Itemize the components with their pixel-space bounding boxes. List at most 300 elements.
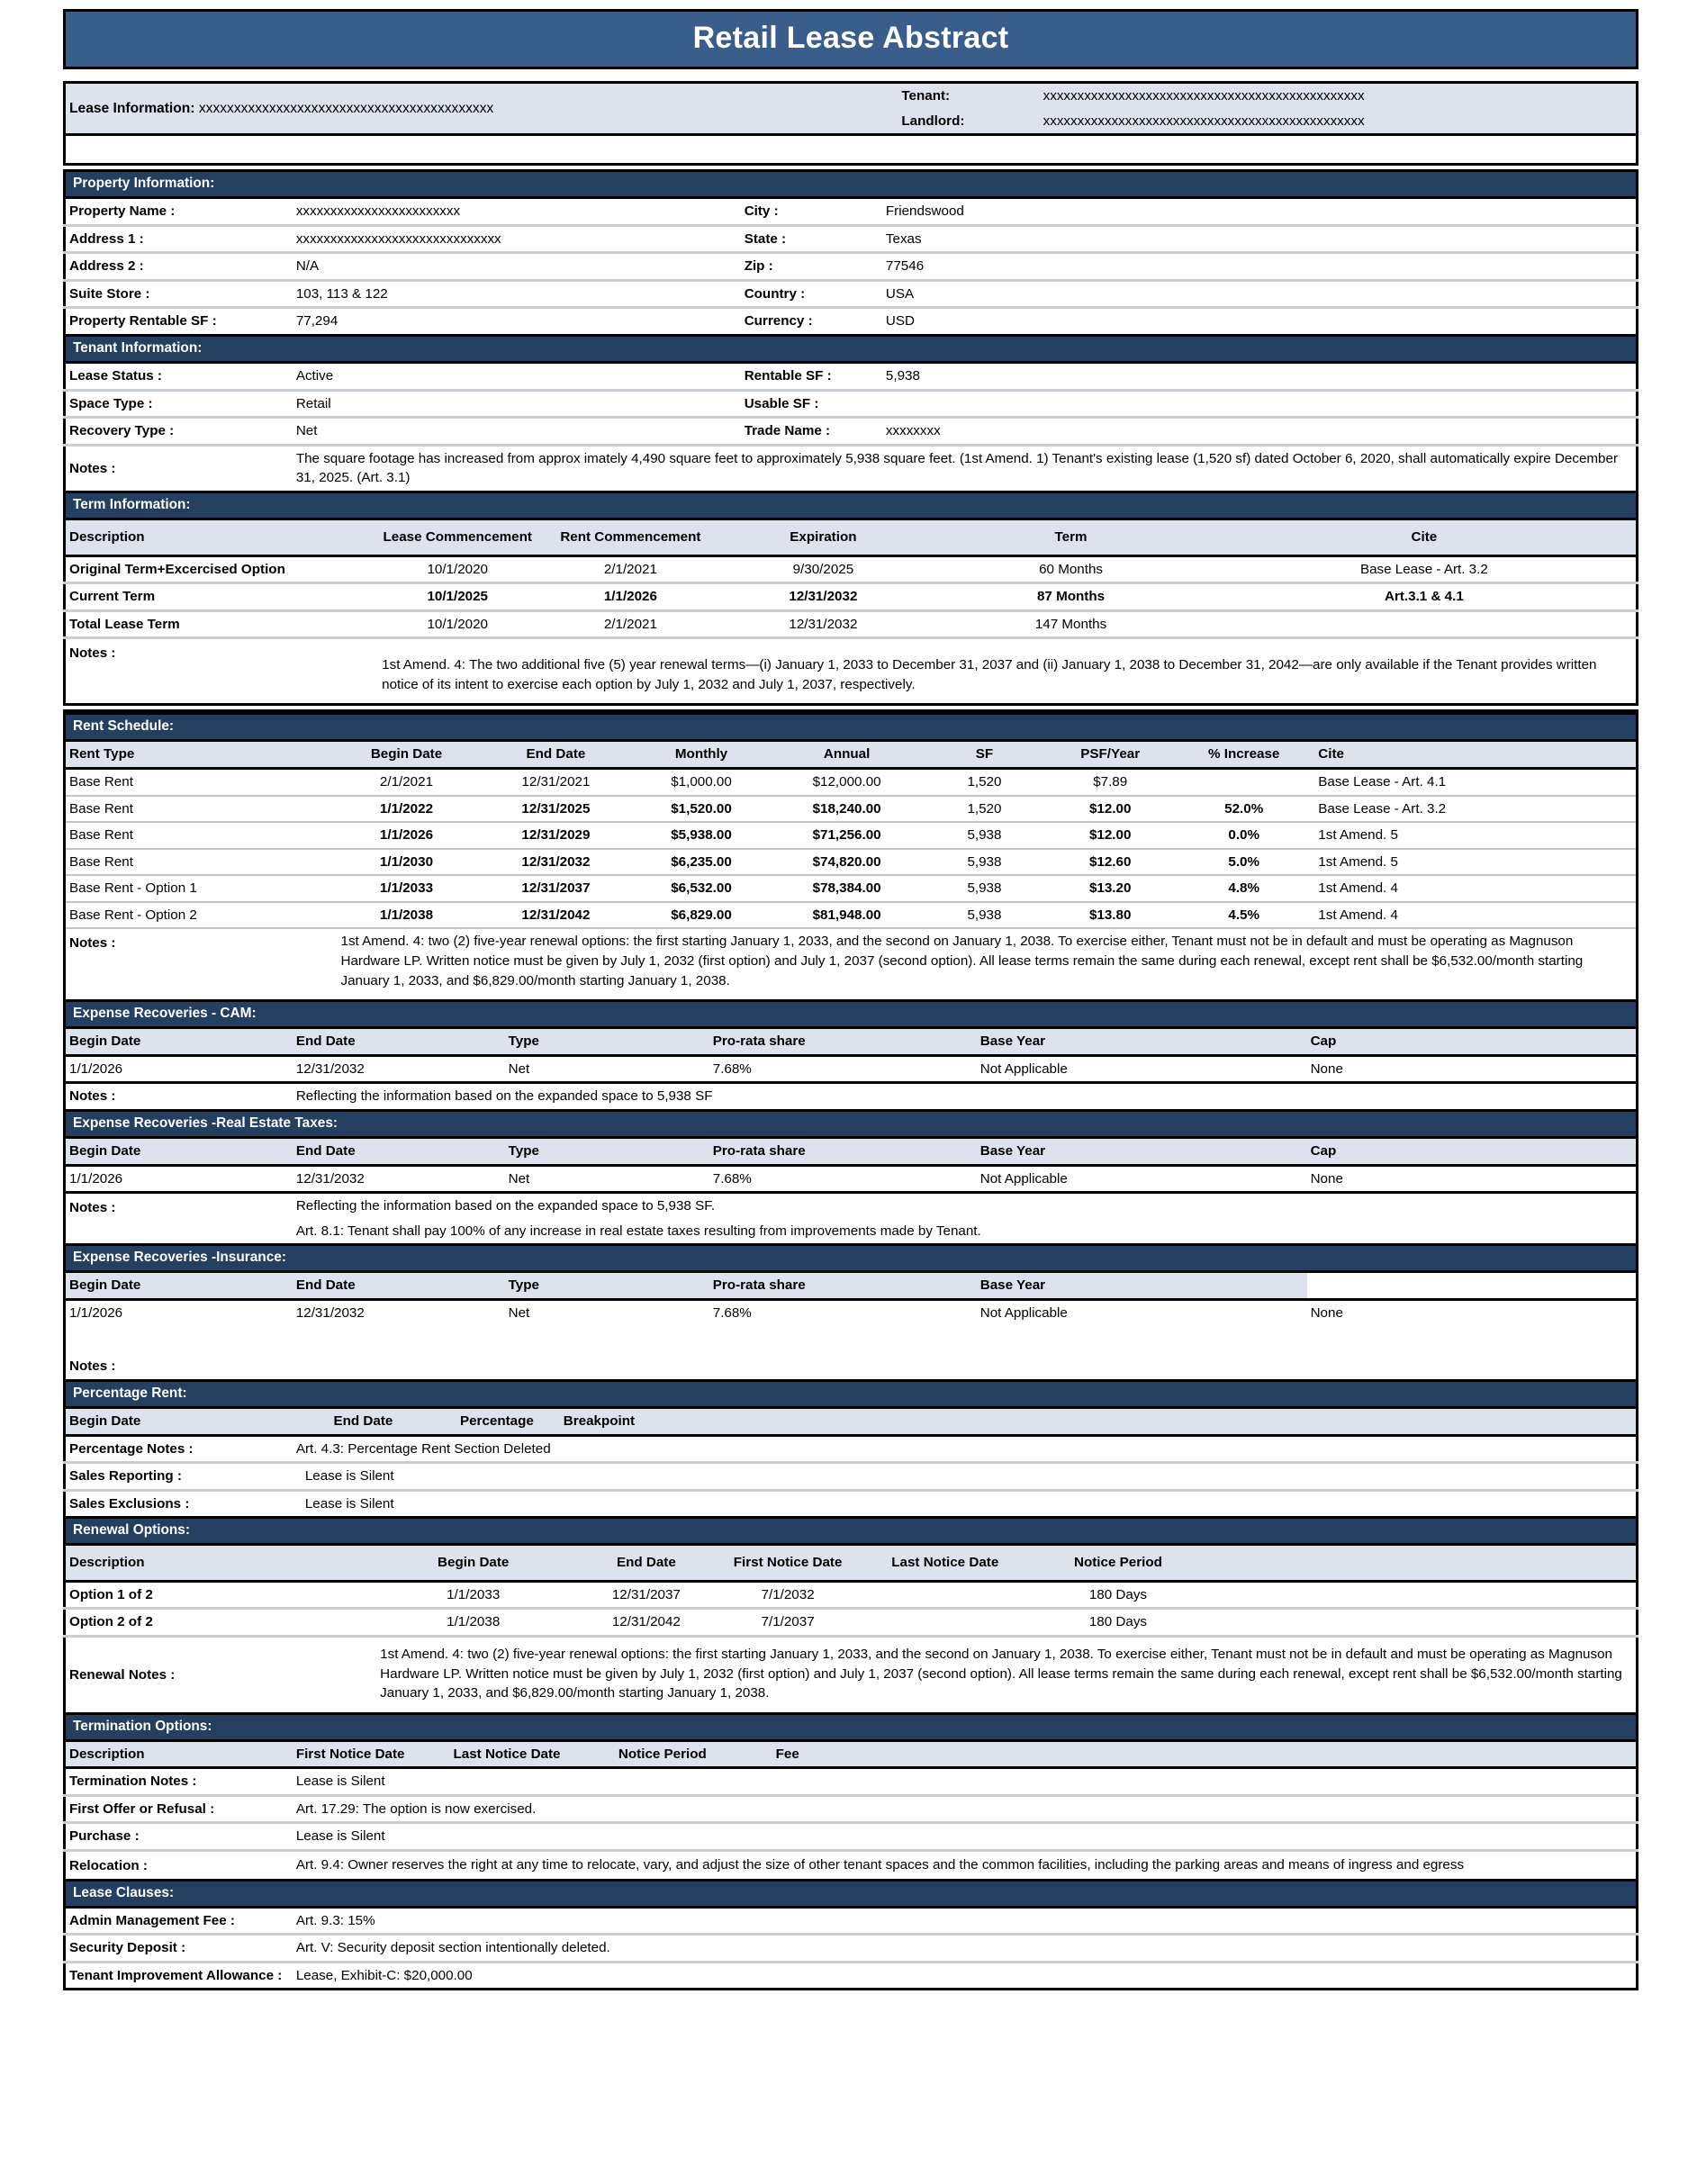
table-row xyxy=(65,1165,1638,1193)
trade-name-label: Trade Name : xyxy=(741,418,882,446)
term-col-term: Term xyxy=(929,520,1212,555)
currency-value: USD xyxy=(885,313,915,329)
cam-col-pro-rata: Pro-rata share xyxy=(709,1029,977,1055)
first-offer-refusal-value: Art. 17.29: The option is now exercised. xyxy=(293,1795,1638,1823)
property-information-title: Property Information: xyxy=(66,169,1636,199)
termination-options-band xyxy=(63,1715,1638,1742)
rent-schedule-table xyxy=(63,742,1638,1002)
rent-row-end-date: 12/31/2037 xyxy=(481,875,630,902)
term-information-band xyxy=(63,493,1638,520)
table-row xyxy=(65,1299,1638,1325)
percentage-notes-label: Percentage Notes : xyxy=(65,1435,293,1463)
term-opt-col-notice-period: Notice Period xyxy=(615,1742,772,1768)
suite-store-label: Suite Store : xyxy=(65,280,293,308)
sales-reporting-value: Lease is Silent xyxy=(293,1463,1638,1491)
rent-row-end-date: 12/31/2032 xyxy=(481,849,630,876)
tenant-notes-label: Notes : xyxy=(69,460,116,476)
landlord-label: Landlord: xyxy=(901,113,965,129)
expense-cam-title: Expense Recoveries - CAM: xyxy=(66,1002,1636,1029)
rent-row-psf-year: $13.20 xyxy=(1047,875,1173,902)
term-row-term: 60 Months xyxy=(929,555,1212,583)
rent-col-begin-date: Begin Date xyxy=(332,742,482,768)
table-row xyxy=(65,1768,1638,1796)
renewal-options-band xyxy=(63,1519,1638,1546)
tenant-notes-row xyxy=(65,445,1638,492)
tenant-information-table xyxy=(63,364,1638,493)
rent-row-cite: Base Lease - Art. 3.2 xyxy=(1314,796,1637,823)
rent-row-sf: 5,938 xyxy=(922,902,1048,929)
renewal-row-end-date: 12/31/2042 xyxy=(575,1609,717,1637)
relocation-value: Art. 9.4: Owner reserves the right at any time to relocate, vary, and adjust the size of other tenant spaces and the common facilities, including the parking areas and means of ingress and egress xyxy=(295,1857,1465,1873)
lease-info-header xyxy=(63,81,1638,136)
taxes-begin-date: 1/1/2026 xyxy=(69,1170,123,1187)
expense-cam-band xyxy=(63,1002,1638,1029)
first-offer-refusal-label: First Offer or Refusal : xyxy=(65,1795,293,1823)
taxes-col-cap: Cap xyxy=(1307,1139,1638,1165)
rent-row-begin-date: 1/1/2038 xyxy=(332,902,482,929)
landlord-value: xxxxxxxxxxxxxxxxxxxxxxxxxxxxxxxxxxxxxxxxxxxxxxx xyxy=(1043,113,1365,129)
rent-col-pct-increase: % Increase xyxy=(1173,742,1314,768)
expense-cam-table xyxy=(63,1029,1638,1112)
rent-row-type: Base Rent xyxy=(65,822,332,849)
table-row xyxy=(65,849,1638,876)
rent-notes-row xyxy=(65,928,1638,1000)
rent-col-annual: Annual xyxy=(772,742,922,768)
lease-status-value: Active xyxy=(293,364,741,390)
tenant-notes-value: The square footage has increased from approx imately 4,490 square feet to approximately 5,938 square feet. (1st Amend. 1) Tenant's existing lease (1,520 sf) dated October 6, 2020, shall automatically expire December 31, 2025. (Art. 3.1) xyxy=(295,450,1619,486)
rent-row-psf-year: $7.89 xyxy=(1047,768,1173,795)
taxes-cap: None xyxy=(1310,1170,1343,1187)
cam-base-year: Not Applicable xyxy=(979,1060,1068,1077)
renewal-col-begin-date: Begin Date xyxy=(371,1546,575,1581)
renewal-row-last-notice xyxy=(859,1581,1032,1609)
term-row-description: Original Term+Excercised Option xyxy=(65,555,372,583)
taxes-type: Net xyxy=(508,1170,530,1187)
table-row xyxy=(65,1609,1638,1637)
renewal-row-notice-period: 180 Days xyxy=(1032,1581,1205,1609)
taxes-notes-cell xyxy=(293,1193,1638,1245)
insurance-notes-row xyxy=(65,1354,1638,1380)
insurance-col-pro-rata: Pro-rata share xyxy=(709,1273,977,1299)
expense-insurance-band xyxy=(63,1246,1638,1273)
cam-notes-value: Reflecting the information based on the expanded space to 5,938 SF xyxy=(295,1088,713,1105)
term-col-lease-commencement: Lease Commencement xyxy=(371,520,544,555)
rent-row-annual: $81,948.00 xyxy=(772,902,922,929)
renewal-columns-row xyxy=(65,1546,1638,1581)
tenant-information-title: Tenant Information: xyxy=(66,337,1636,364)
term-row-cite: Art.3.1 & 4.1 xyxy=(1213,583,1638,611)
lease-clauses-table xyxy=(63,1909,1638,1991)
term-row-rent-commencement: 2/1/2021 xyxy=(544,610,717,638)
rent-row-end-date: 12/31/2021 xyxy=(481,768,630,795)
term-notes-value: 1st Amend. 4: The two additional five (5) year renewal terms—(i) January 1, 2033 to December 31, 2037 and (ii) January 1, 2038 to December 31, 2042—are only available if the Tenant provides written notice of its intent to exercise each option by July 1, 2032 and July 1, 2037, respectively. xyxy=(382,657,1597,692)
cam-end-date: 12/31/2032 xyxy=(295,1060,365,1077)
rent-row-cite: 1st Amend. 5 xyxy=(1314,822,1637,849)
taxes-col-end-date: End Date xyxy=(293,1139,505,1165)
percentage-notes-value: Art. 4.3: Percentage Rent Section Deleted xyxy=(293,1435,1638,1463)
rent-schedule-band xyxy=(63,709,1638,742)
renewal-row-blank xyxy=(1205,1581,1637,1609)
insurance-col-type: Type xyxy=(505,1273,709,1299)
tenant-information-band xyxy=(63,337,1638,364)
renewal-notes-row xyxy=(65,1637,1638,1714)
rent-row-cite: Base Lease - Art. 4.1 xyxy=(1314,768,1637,795)
insurance-end-date: 12/31/2032 xyxy=(295,1304,365,1321)
table-row xyxy=(65,902,1638,929)
zip-label: Zip : xyxy=(741,253,882,281)
table-row xyxy=(65,225,1638,253)
page-title: Retail Lease Abstract xyxy=(63,9,1638,69)
admin-management-fee-value: Art. 9.3: 15% xyxy=(293,1909,1638,1935)
address2-label: Address 2 : xyxy=(65,253,293,281)
rent-row-monthly: $6,532.00 xyxy=(630,875,772,902)
rent-row-annual: $74,820.00 xyxy=(772,849,922,876)
table-row xyxy=(65,1935,1638,1963)
rent-col-cite: Cite xyxy=(1314,742,1637,768)
table-row xyxy=(65,796,1638,823)
purchase-label: Purchase : xyxy=(65,1823,293,1851)
space-type-label: Space Type : xyxy=(65,390,293,418)
property-name-label: Property Name : xyxy=(65,199,293,225)
currency-label: Currency : xyxy=(744,313,813,329)
term-information-title: Term Information: xyxy=(66,493,1636,520)
renewal-notes-label: Renewal Notes : xyxy=(69,1666,176,1683)
renewal-row-description: Option 2 of 2 xyxy=(65,1609,372,1637)
table-row xyxy=(65,1909,1638,1935)
table-row xyxy=(65,822,1638,849)
insurance-pro-rata: 7.68% xyxy=(712,1304,752,1321)
renewal-row-end-date: 12/31/2037 xyxy=(575,1581,717,1609)
insurance-col-end-date: End Date xyxy=(293,1273,505,1299)
expense-insurance-title: Expense Recoveries -Insurance: xyxy=(66,1246,1636,1273)
zip-value: 77546 xyxy=(882,253,1638,281)
state-value: Texas xyxy=(882,225,1638,253)
pct-col-end-date: End Date xyxy=(293,1409,434,1435)
renewal-col-notice-period: Notice Period xyxy=(1032,1546,1205,1581)
sales-exclusions-value: Lease is Silent xyxy=(304,1495,394,1512)
rent-row-cite: 1st Amend. 4 xyxy=(1314,875,1637,902)
table-row xyxy=(65,1435,1638,1463)
property-name-value: xxxxxxxxxxxxxxxxxxxxxxxx xyxy=(293,199,741,225)
rent-row-begin-date: 1/1/2030 xyxy=(332,849,482,876)
rent-row-sf: 1,520 xyxy=(922,768,1048,795)
rent-row-annual: $12,000.00 xyxy=(772,768,922,795)
taxes-notes-line2: Art. 8.1: Tenant shall pay 100% of any increase in real estate taxes resulting from improvements made by Tenant. xyxy=(295,1223,981,1239)
renewal-notes-value: 1st Amend. 4: two (2) five-year renewal options: the first starting January 1, 2033, and the second on January 1, 2038. To exercise either, Tenant must not be in default and must be operating as Magnuson Hardware LP. Written notice must be given by July 1, 2032 (first option) and July 1, 2037 (second option). All lease terms remain the same during each renewal, except rent shall be $6,532.00/month starting January 1, 2033, and $6,829.00/month starting January 1, 2038. xyxy=(380,1647,1622,1701)
renewal-col-description: Description xyxy=(65,1546,372,1581)
table-row xyxy=(65,1581,1638,1609)
security-deposit-label: Security Deposit : xyxy=(65,1935,293,1963)
table-row xyxy=(65,1795,1638,1823)
lease-info-row xyxy=(65,83,1638,109)
insurance-notes-value xyxy=(293,1354,1638,1380)
expense-taxes-band xyxy=(63,1112,1638,1139)
taxes-notes-row xyxy=(65,1193,1638,1245)
suite-store-value: 103, 113 & 122 xyxy=(293,280,741,308)
termination-columns-row xyxy=(65,1742,1638,1768)
expense-cam-columns-row xyxy=(65,1029,1638,1055)
table-row xyxy=(65,1490,1638,1518)
expense-taxes-columns-row xyxy=(65,1139,1638,1165)
term-row-expiration: 9/30/2025 xyxy=(717,555,929,583)
tenant-improvement-allowance-label: Tenant Improvement Allowance : xyxy=(69,1967,283,1983)
lease-information-cell xyxy=(65,83,898,135)
term-row-cite: Base Lease - Art. 3.2 xyxy=(1213,555,1638,583)
recovery-type-value: Net xyxy=(293,418,741,446)
term-opt-col-fee: Fee xyxy=(772,1742,898,1768)
table-row xyxy=(65,583,1638,611)
percentage-rent-table xyxy=(63,1409,1638,1519)
term-opt-col-last-notice-date: Last Notice Date xyxy=(450,1742,615,1768)
table-row xyxy=(65,199,1638,225)
rent-row-sf: 5,938 xyxy=(922,849,1048,876)
expense-taxes-table xyxy=(63,1139,1638,1246)
term-row-term: 87 Months xyxy=(929,583,1212,611)
sales-reporting-label: Sales Reporting : xyxy=(65,1463,293,1491)
renewal-row-blank xyxy=(1205,1609,1637,1637)
renewal-options-title: Renewal Options: xyxy=(66,1519,1636,1546)
expense-taxes-title: Expense Recoveries -Real Estate Taxes: xyxy=(66,1112,1636,1139)
term-col-cite: Cite xyxy=(1213,520,1638,555)
term-row-lease-commencement: 10/1/2020 xyxy=(371,610,544,638)
rent-row-monthly: $6,829.00 xyxy=(630,902,772,929)
table-row xyxy=(65,390,1638,418)
table-row xyxy=(65,308,1638,336)
property-rentable-sf-value: 77,294 xyxy=(295,313,339,329)
rent-schedule-title: Rent Schedule: xyxy=(66,712,1636,742)
cam-pro-rata: 7.68% xyxy=(712,1060,752,1077)
cam-begin-date: 1/1/2026 xyxy=(69,1060,123,1077)
cam-type: Net xyxy=(508,1060,530,1077)
rent-row-begin-date: 1/1/2033 xyxy=(332,875,482,902)
term-opt-col-first-notice-date: First Notice Date xyxy=(293,1742,450,1768)
insurance-cap: None xyxy=(1310,1304,1343,1321)
rent-row-annual: $18,240.00 xyxy=(772,796,922,823)
space-type-value: Retail xyxy=(293,390,741,418)
term-row-rent-commencement: 1/1/2026 xyxy=(544,583,717,611)
term-row-rent-commencement: 2/1/2021 xyxy=(544,555,717,583)
relocation-label: Relocation : xyxy=(69,1858,148,1874)
term-notes-row xyxy=(65,638,1638,705)
address1-label: Address 1 : xyxy=(65,225,293,253)
cam-col-end-date: End Date xyxy=(293,1029,505,1055)
term-col-rent-commencement: Rent Commencement xyxy=(544,520,717,555)
rent-row-type: Base Rent xyxy=(65,768,332,795)
rentable-sf-label: Rentable SF : xyxy=(741,364,882,390)
rent-col-type: Rent Type xyxy=(65,742,332,768)
percentage-rent-columns-row xyxy=(65,1409,1638,1435)
lease-information-value: xxxxxxxxxxxxxxxxxxxxxxxxxxxxxxxxxxxxxxxxxx xyxy=(198,100,494,116)
term-row-description: Total Lease Term xyxy=(65,610,372,638)
rent-col-psf-year: PSF/Year xyxy=(1047,742,1173,768)
rent-row-cite: 1st Amend. 5 xyxy=(1314,849,1637,876)
term-opt-col-description: Description xyxy=(65,1742,293,1768)
renewal-col-first-notice-date: First Notice Date xyxy=(717,1546,858,1581)
rent-row-pct-increase: 0.0% xyxy=(1173,822,1314,849)
renewal-row-begin-date: 1/1/2038 xyxy=(371,1609,575,1637)
rent-row-pct-increase: 4.5% xyxy=(1173,902,1314,929)
rent-row-end-date: 12/31/2029 xyxy=(481,822,630,849)
renewal-row-notice-period: 180 Days xyxy=(1032,1609,1205,1637)
table-row xyxy=(65,1823,1638,1851)
table-row xyxy=(65,555,1638,583)
pct-col-blank xyxy=(686,1409,1638,1435)
taxes-end-date: 12/31/2032 xyxy=(295,1170,365,1187)
lease-status-label: Lease Status : xyxy=(65,364,293,390)
rent-row-psf-year: $12.00 xyxy=(1047,822,1173,849)
rent-row-pct-increase: 5.0% xyxy=(1173,849,1314,876)
taxes-col-base-year: Base Year xyxy=(977,1139,1307,1165)
insurance-col-base-year: Base Year xyxy=(977,1273,1307,1299)
insurance-blank-row xyxy=(65,1325,1638,1354)
expense-insurance-table xyxy=(63,1273,1638,1382)
security-deposit-value: Art. V: Security deposit section intentionally deleted. xyxy=(293,1935,1638,1963)
rent-row-end-date: 12/31/2042 xyxy=(481,902,630,929)
usable-sf-value xyxy=(882,390,1638,418)
table-row xyxy=(65,364,1638,390)
pct-col-begin-date: Begin Date xyxy=(65,1409,293,1435)
insurance-notes-label: Notes : xyxy=(69,1358,116,1375)
termination-options-table xyxy=(63,1742,1638,1882)
rent-col-end-date: End Date xyxy=(481,742,630,768)
percentage-rent-band xyxy=(63,1382,1638,1409)
termination-options-title: Termination Options: xyxy=(66,1715,1636,1742)
insurance-col-cap xyxy=(1307,1273,1638,1299)
renewal-col-end-date: End Date xyxy=(575,1546,717,1581)
address2-value: N/A xyxy=(293,253,741,281)
taxes-base-year: Not Applicable xyxy=(979,1170,1068,1187)
renewal-col-blank xyxy=(1205,1546,1637,1581)
rent-row-monthly: $6,235.00 xyxy=(630,849,772,876)
taxes-col-pro-rata: Pro-rata share xyxy=(709,1139,977,1165)
termination-notes-value: Lease is Silent xyxy=(293,1768,1638,1796)
tenant-value: xxxxxxxxxxxxxxxxxxxxxxxxxxxxxxxxxxxxxxxxxxxxxxx xyxy=(1043,88,1365,104)
property-information-table xyxy=(63,199,1638,337)
insurance-base-year: Not Applicable xyxy=(979,1304,1068,1321)
cam-notes-label: Notes : xyxy=(69,1088,116,1105)
percentage-rent-title: Percentage Rent: xyxy=(66,1382,1636,1409)
sales-exclusions-label: Sales Exclusions : xyxy=(69,1495,190,1512)
lease-clauses-title: Lease Clauses: xyxy=(66,1882,1636,1909)
header-spacer-bar xyxy=(63,136,1638,166)
term-row-expiration: 12/31/2032 xyxy=(717,610,929,638)
rent-row-pct-increase: 52.0% xyxy=(1173,796,1314,823)
renewal-col-last-notice-date: Last Notice Date xyxy=(859,1546,1032,1581)
lease-clauses-band xyxy=(63,1882,1638,1909)
rent-row-psf-year: $12.60 xyxy=(1047,849,1173,876)
city-label: City : xyxy=(741,199,882,225)
rent-row-annual: $78,384.00 xyxy=(772,875,922,902)
insurance-col-begin-date: Begin Date xyxy=(65,1273,293,1299)
rent-columns-row xyxy=(65,742,1638,768)
rent-notes-value: 1st Amend. 4: two (2) five-year renewal options: the first starting January 1, 2033, and the second on January 1, 2038. To exercise either, Tenant must not be in default and must be operating as Magnuson Hardware LP. Written notice must be given by July 1, 2032 (first option) and July 1, 2037 (second option). All lease terms remain the same during each renewal, except rent shall be $6,532.00/month starting January 1, 2033, and $6,829.00/month starting January 1, 2038. xyxy=(340,934,1584,988)
taxes-col-type: Type xyxy=(505,1139,709,1165)
rent-notes-label: Notes : xyxy=(69,935,116,952)
cam-col-cap: Cap xyxy=(1307,1029,1638,1055)
table-row xyxy=(65,1851,1638,1881)
table-row xyxy=(65,280,1638,308)
state-label: State : xyxy=(741,225,882,253)
insurance-type: Net xyxy=(508,1304,530,1321)
term-row-lease-commencement: 10/1/2020 xyxy=(371,555,544,583)
table-row xyxy=(65,1463,1638,1491)
term-row-lease-commencement: 10/1/2025 xyxy=(371,583,544,611)
table-row xyxy=(65,253,1638,281)
admin-management-fee-label: Admin Management Fee : xyxy=(65,1909,293,1935)
table-row xyxy=(65,418,1638,446)
cam-col-begin-date: Begin Date xyxy=(65,1029,293,1055)
rentable-sf-value: 5,938 xyxy=(882,364,1638,390)
term-notes-label: Notes : xyxy=(69,645,116,662)
rent-row-sf: 5,938 xyxy=(922,822,1048,849)
rent-row-monthly: $1,520.00 xyxy=(630,796,772,823)
address1-value: xxxxxxxxxxxxxxxxxxxxxxxxxxxxxx xyxy=(293,225,741,253)
rent-row-end-date: 12/31/2025 xyxy=(481,796,630,823)
pct-col-breakpoint: Breakpoint xyxy=(560,1409,686,1435)
rent-row-type: Base Rent xyxy=(65,796,332,823)
rent-row-cite: 1st Amend. 4 xyxy=(1314,902,1637,929)
trade-name-value: xxxxxxxx xyxy=(882,418,1638,446)
pct-col-percentage: Percentage xyxy=(434,1409,560,1435)
usable-sf-label: Usable SF : xyxy=(741,390,882,418)
rent-row-pct-increase: 4.8% xyxy=(1173,875,1314,902)
taxes-notes-label: Notes : xyxy=(69,1200,116,1216)
taxes-pro-rata: 7.68% xyxy=(712,1170,752,1187)
renewal-row-last-notice xyxy=(859,1609,1032,1637)
country-value: USA xyxy=(882,280,1638,308)
taxes-col-begin-date: Begin Date xyxy=(65,1139,293,1165)
term-row-description: Current Term xyxy=(65,583,372,611)
term-row-term: 147 Months xyxy=(929,610,1212,638)
term-columns-row xyxy=(65,520,1638,555)
rent-col-monthly: Monthly xyxy=(630,742,772,768)
rent-row-type: Base Rent - Option 1 xyxy=(65,875,332,902)
tenant-improvement-allowance-value: Lease, Exhibit-C: $20,000.00 xyxy=(295,1967,473,1983)
tenant-label: Tenant: xyxy=(901,88,951,104)
term-col-expiration: Expiration xyxy=(717,520,929,555)
rent-row-sf: 1,520 xyxy=(922,796,1048,823)
purchase-value: Lease is Silent xyxy=(293,1823,1638,1851)
term-opt-col-blank xyxy=(898,1742,1637,1768)
recovery-type-label: Recovery Type : xyxy=(65,418,293,446)
rent-row-begin-date: 2/1/2021 xyxy=(332,768,482,795)
renewal-row-first-notice: 7/1/2032 xyxy=(717,1581,858,1609)
rent-row-monthly: $1,000.00 xyxy=(630,768,772,795)
country-label: Country : xyxy=(741,280,882,308)
table-row xyxy=(65,1055,1638,1083)
termination-notes-label: Termination Notes : xyxy=(65,1768,293,1796)
table-row xyxy=(65,768,1638,795)
renewal-row-first-notice: 7/1/2037 xyxy=(717,1609,858,1637)
rent-row-annual: $71,256.00 xyxy=(772,822,922,849)
property-information-band xyxy=(63,169,1638,199)
rent-row-psf-year: $13.80 xyxy=(1047,902,1173,929)
lease-information-label: Lease Information: xyxy=(69,100,195,116)
cam-cap: None xyxy=(1310,1060,1343,1077)
rent-row-pct-increase xyxy=(1173,768,1314,795)
renewal-row-begin-date: 1/1/2033 xyxy=(371,1581,575,1609)
cam-col-base-year: Base Year xyxy=(977,1029,1307,1055)
term-information-table xyxy=(63,520,1638,706)
rent-row-type: Base Rent xyxy=(65,849,332,876)
rent-row-begin-date: 1/1/2026 xyxy=(332,822,482,849)
rent-row-type: Base Rent - Option 2 xyxy=(65,902,332,929)
renewal-row-description: Option 1 of 2 xyxy=(65,1581,372,1609)
rent-col-sf: SF xyxy=(922,742,1048,768)
rent-row-sf: 5,938 xyxy=(922,875,1048,902)
rent-row-psf-year: $12.00 xyxy=(1047,796,1173,823)
term-col-description: Description xyxy=(65,520,372,555)
